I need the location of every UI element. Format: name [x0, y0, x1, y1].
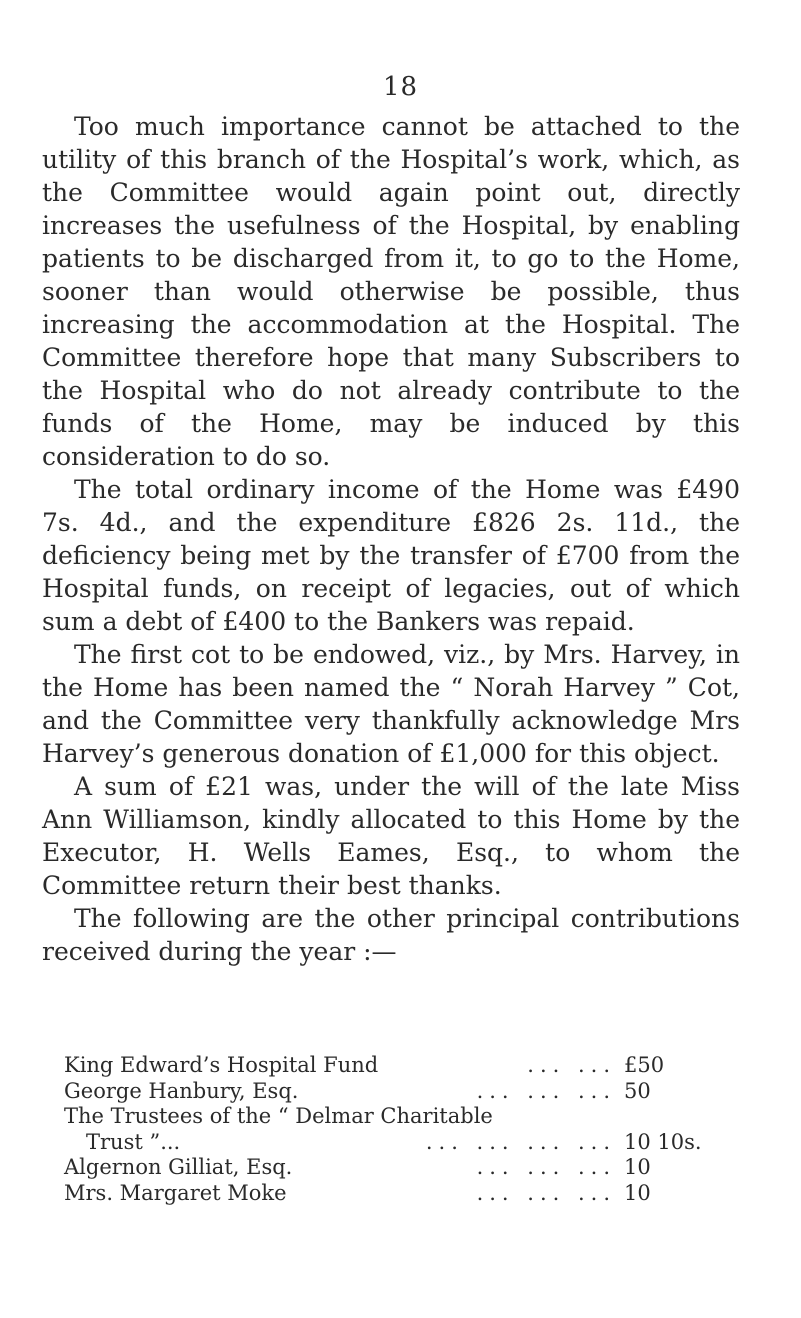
- contributor-name: Algernon Gilliat, Esq.: [64, 1155, 293, 1179]
- contribution-amount: 10 10s.: [624, 1129, 702, 1154]
- paragraph-income: The total ordinary income of the Home was £490 7s. 4d., and the expenditure £826 2s. 11d., the deficiency being met by the transfer of £700 from the Hospital funds, on receipt of legacies, out of which sum a debt of £400 to the Bankers was repaid.: [42, 475, 740, 636]
- body-text: [42, 110, 740, 968]
- paragraph-hospital-utility: Too much importance cannot be attached to the utility of this branch of the Hospital’s work, which, as the Committee would again point out, directly increases the usefulness of the Hospital, by enabling patients to be discharged from it, to go to the Home, sooner than would otherwise be possible, thus increasing the accommodation at the Hospital. The Committee therefore hope that many Subscribers to the Hospital who do not already contribute to the funds of the Home, may be induced by this consideration to do so.: [42, 112, 740, 471]
- page-number: 18: [382, 72, 419, 102]
- paragraph-contributions-intro: The following are the other principal contributions received during the year :—: [42, 904, 740, 966]
- contribution-row: [64, 1079, 714, 1105]
- contribution-amount: £50: [624, 1053, 665, 1077]
- leader-dots: ... ... ...: [476, 1078, 616, 1103]
- contribution-row: [64, 1181, 714, 1207]
- leader-dots: ... ... ...: [476, 1180, 616, 1205]
- contributor-name: King Edward’s Hospital Fund: [64, 1053, 379, 1077]
- contributor-name: George Hanbury, Esq.: [64, 1078, 299, 1103]
- contribution-amount: 10: [624, 1180, 651, 1205]
- contribution-row-continued: [64, 1130, 714, 1156]
- contributor-name: Mrs. Margaret Moke: [64, 1180, 287, 1205]
- paragraph-endowed-cot: The first cot to be endowed, viz., by Mrs. Harvey, in the Home has been named the “ Norah Harvey ” Cot, and the Committee very thankfully acknowledge Mrs Harvey’s generous donation of £1,000 for this object.: [42, 640, 740, 768]
- leader-dots: ... ... ...: [476, 1155, 616, 1179]
- contributions-list: [64, 1053, 714, 1206]
- contribution-amount: 10: [624, 1155, 651, 1179]
- contribution-row: [64, 1053, 714, 1079]
- leader-dots: ... ...: [527, 1053, 616, 1077]
- contributor-name: Trust ”...: [86, 1129, 181, 1154]
- contribution-row: [64, 1155, 714, 1181]
- paragraph-williamson-bequest: A sum of £21 was, under the will of the late Miss Ann Williamson, kindly allocated to this Home by the Executor, H. Wells Eames, Esq., to whom the Committee return their best thanks.: [42, 772, 740, 900]
- contributor-name: The Trustees of the “ Delmar Charitable: [64, 1104, 493, 1128]
- contribution-amount: 50: [624, 1078, 651, 1103]
- contribution-row: [64, 1104, 714, 1130]
- leader-dots: ... ... ... ...: [425, 1129, 616, 1154]
